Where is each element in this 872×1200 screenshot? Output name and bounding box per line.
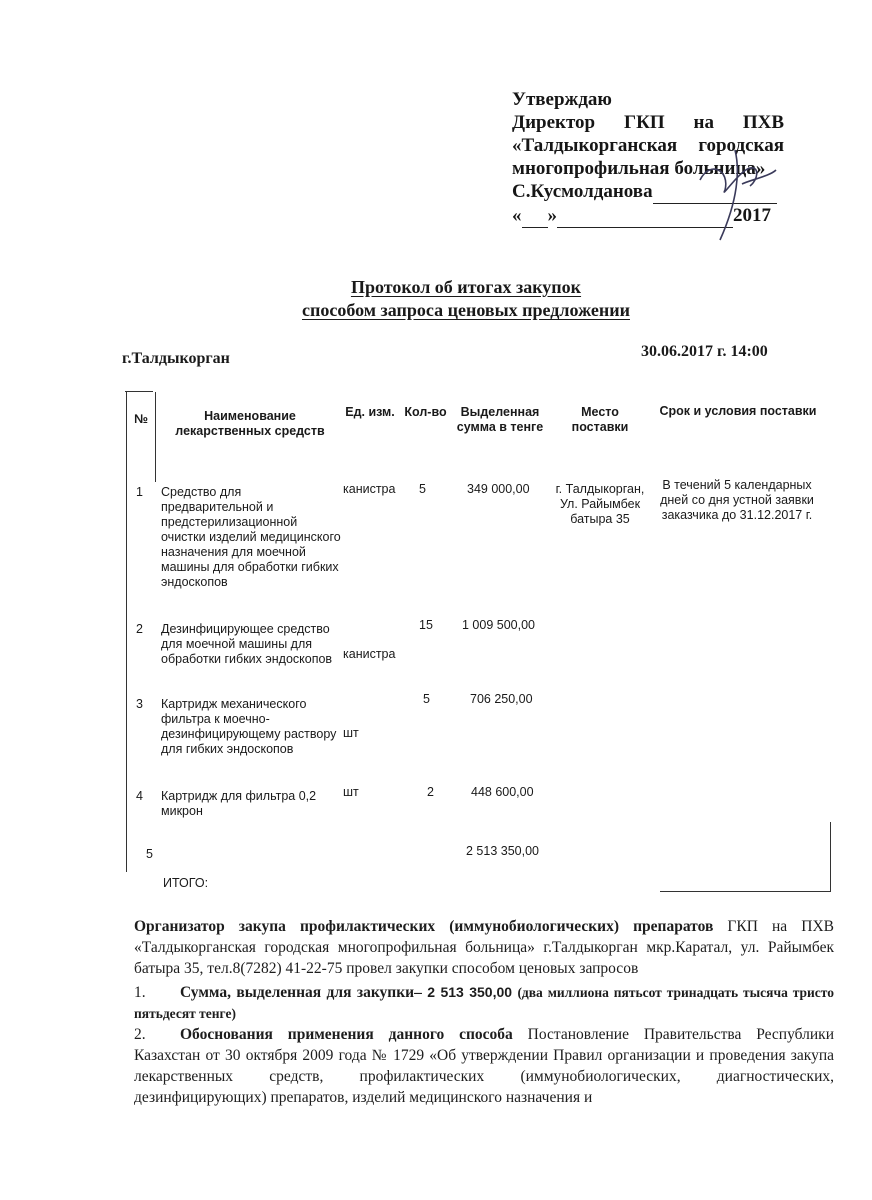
row2-qty: 15 <box>419 618 433 632</box>
approval-year: 2017 <box>733 205 771 226</box>
header-unit: Ед. изм. <box>345 405 395 419</box>
row1-terms: В течений 5 календарных дней со дня устной заявки заказчика до 31.12.2017 г. <box>660 478 814 522</box>
organizer-text: ГКП на ПХВ «Талдыкорганская городская многопрофильная больница» г.Талдыкорган мкр.Каратал, ул. Райымбек батыра 35, тел.8(7282) 41-22-75 провел закупки способом ценовых запросов <box>134 918 834 977</box>
table-col-divider <box>155 392 156 482</box>
item-2-bold: Обоснования применения данного способа <box>180 1026 513 1043</box>
header-terms: Срок и условия поставки <box>659 404 817 418</box>
row2-unit: канистра <box>343 647 396 661</box>
row2-num: 2 <box>136 622 143 636</box>
signature-icon <box>680 140 790 250</box>
row4-unit: шт <box>343 785 359 799</box>
row5-total-label: ИТОГО: <box>163 876 209 890</box>
row3-sum: 706 250,00 <box>470 692 533 706</box>
row3-num: 3 <box>136 697 143 711</box>
row5-sum: 2 513 350,00 <box>466 844 539 858</box>
row1-place: г. Талдыкорган, Ул. Райымбек батыра 35 <box>555 482 645 526</box>
row4-qty: 2 <box>427 785 434 799</box>
table-bottom-border <box>660 891 830 892</box>
approval-org-line1: «Талдыкорганская городская <box>512 135 784 156</box>
row2-sum: 1 009 500,00 <box>462 618 535 632</box>
organizer-paragraph <box>134 916 834 979</box>
table-top-border <box>125 391 153 392</box>
row3-unit: шт <box>343 726 359 740</box>
director-name: С.Кусмолданова <box>512 181 653 202</box>
approval-title: Утверждаю <box>512 89 612 110</box>
item-1-words: (два миллиона пятьсот тринадцать тысяча тристо пятьдесят тенге) <box>134 985 834 1021</box>
header-sum: Выделенная сумма в тенге <box>456 405 544 434</box>
header-qty: Кол-во <box>404 405 447 419</box>
row4-name: Картридж для фильтра 0,2 микрон <box>161 789 317 818</box>
row4-sum: 448 600,00 <box>471 785 534 799</box>
header-name: Наименование лекарственных средств <box>175 409 325 438</box>
organizer-bold: Организатор закупа профилактических (иммунобиологических) препаратов <box>134 918 714 935</box>
item-1-bold: Сумма, выделенная для закупки– <box>180 984 422 1001</box>
row1-sum: 349 000,00 <box>467 482 530 496</box>
header-place: Место поставки <box>571 405 629 434</box>
approval-position: Директор ГКП на ПХВ <box>512 112 784 133</box>
date-quote-open: « <box>512 205 522 226</box>
header-num: № <box>134 412 148 426</box>
row3-qty: 5 <box>423 692 430 706</box>
row4-num: 4 <box>136 789 143 803</box>
date-quote-close: » <box>547 205 557 226</box>
item-2-paragraph <box>134 1024 834 1108</box>
row1-name: Средство для предварительной и предстерилизационной очистки изделий медицинского назначения для моечной машины для обработки гибких эндоскопов <box>161 485 341 589</box>
row1-num: 1 <box>136 485 143 499</box>
row5-num: 5 <box>146 847 153 861</box>
title-line-1: Протокол об итогах закупок <box>350 277 582 297</box>
row1-qty: 5 <box>419 482 426 496</box>
row2-name: Дезинфицирующее средство для моечной машины для обработки гибких эндоскопов <box>161 622 333 666</box>
title-line-2: способом запроса ценовых предложении <box>302 300 630 320</box>
table-right-border <box>830 822 831 892</box>
item-1-amount: 2 513 350,00 <box>421 984 518 1000</box>
row3-name: Картридж механического фильтра к моечно-дезинфицирующему раствору для гибких эндоскопов <box>161 697 337 756</box>
item-1-number: 1. <box>134 984 146 1001</box>
table-left-border <box>126 392 127 872</box>
item-2-number: 2. <box>134 1026 146 1043</box>
date-time: 30.06.2017 г. 14:00 <box>641 343 768 360</box>
item-2-text: Постановление Правительства Республики Казахстан от 30 октября 2009 года № 1729 «Об утверждении Правил организации и проведения закупа лекарственных средств, профилактических (иммунобиологических, диагностических, дезинфицирующих) препаратов, изделий медицинского назначения и <box>134 1026 835 1106</box>
document-title <box>236 276 696 322</box>
item-1-paragraph <box>134 982 834 1024</box>
approval-org-line2: многопрофильная больница» <box>512 158 766 179</box>
row1-unit: канистра <box>343 482 396 496</box>
city-label: г.Талдыкорган <box>122 350 230 367</box>
